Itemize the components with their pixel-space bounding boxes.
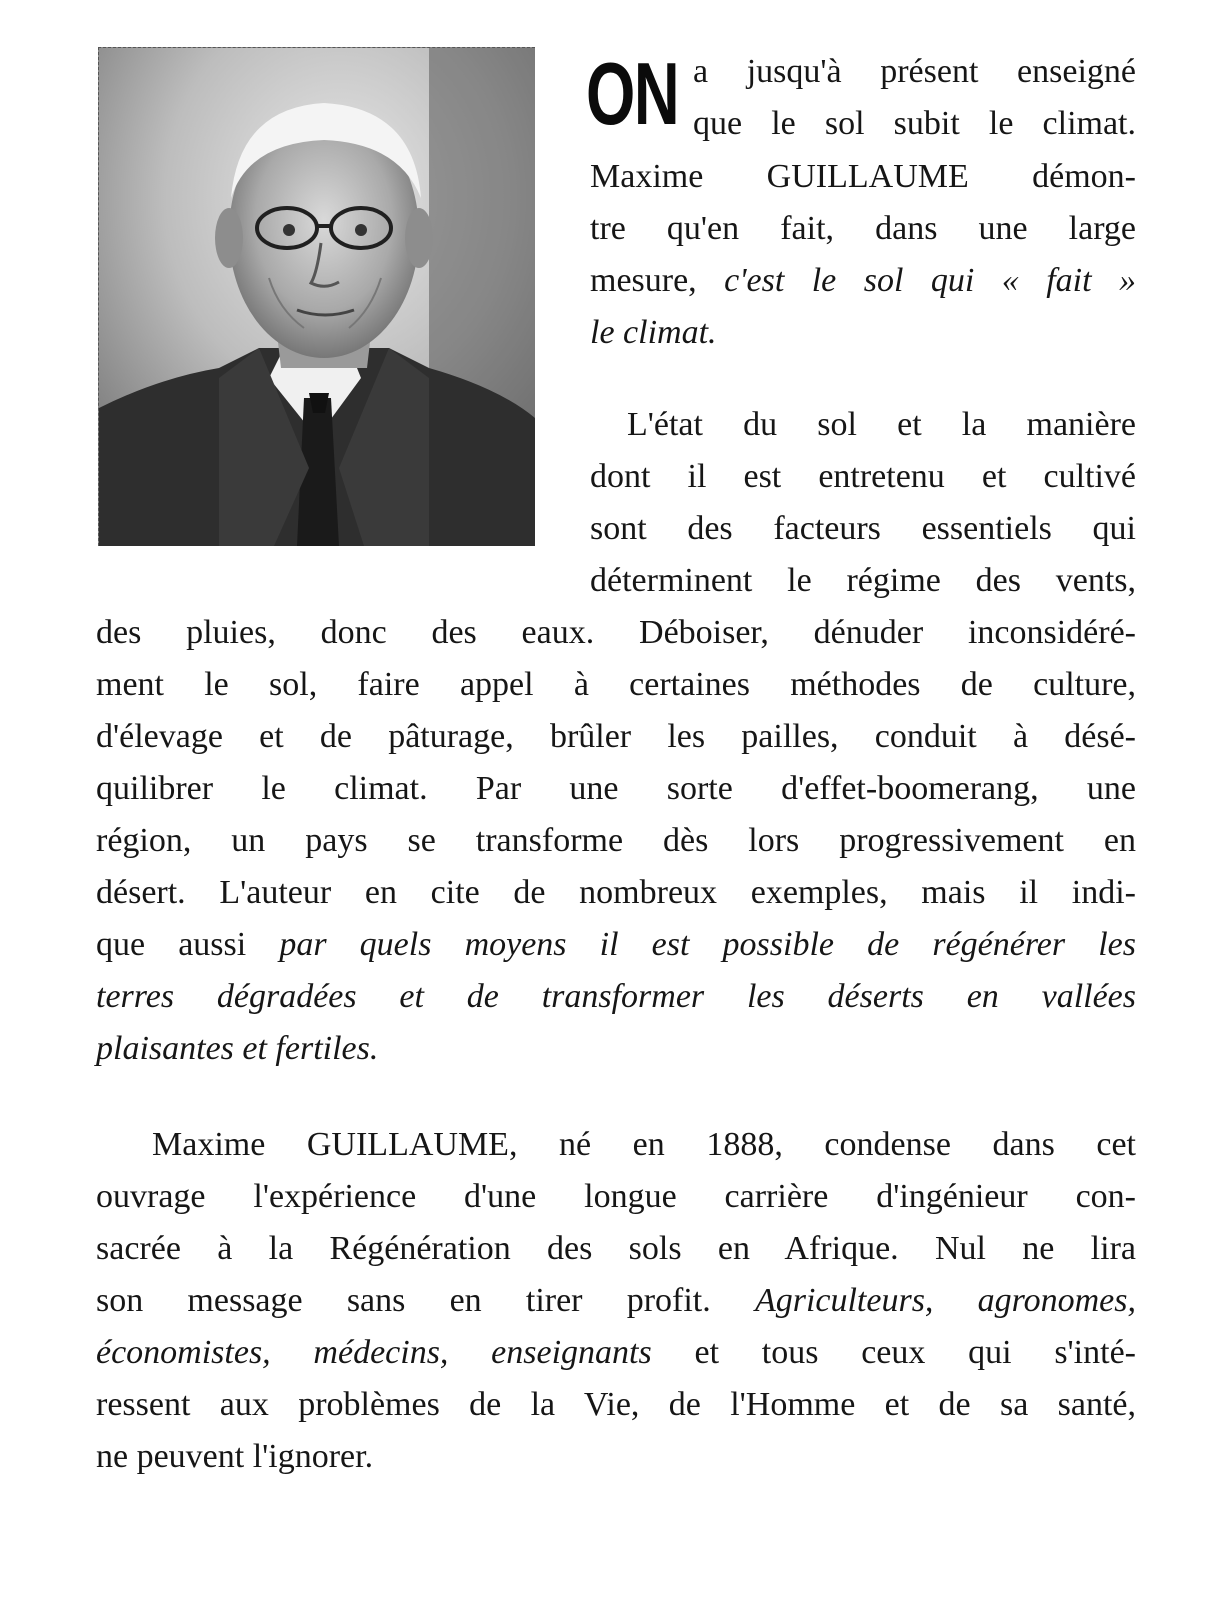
author-portrait-photo (98, 47, 535, 546)
para2-line-7: d'élevage et de pâturage, brûler les pailles, conduit à désé- (96, 718, 1136, 755)
intro-line-5-b: c'est le sol qui « fait » (724, 262, 1136, 299)
intro-line-5 (590, 264, 1136, 298)
para2-line-12: terres dégradées et de transformer les déserts en vallées (96, 978, 1136, 1015)
para2-line-13: plaisantes et fertiles. (96, 1030, 379, 1067)
para3-line-2: ouvrage l'expérience d'une longue carrière d'ingénieur con- (96, 1178, 1136, 1215)
para3-line-3: sacrée à la Régénération des sols en Afrique. Nul ne lira (96, 1230, 1136, 1267)
intro-line-5-a: mesure, (590, 262, 725, 299)
intro-line-6: le climat. (590, 314, 717, 351)
para3-line-5-b: et tous ceux qui s'inté- (651, 1334, 1136, 1371)
intro-line-3: Maxime GUILLAUME démon- (590, 158, 1136, 195)
intro-line-4: tre qu'en fait, dans une large (590, 210, 1136, 247)
para3-line-6: ressent aux problèmes de la Vie, de l'Homme et de sa santé, (96, 1386, 1136, 1423)
intro-line-2: que le sol subit le climat. (693, 105, 1136, 142)
para2-line-11-b: par quels moyens il est possible de régénérer les (279, 926, 1136, 963)
para2-line-11 (96, 928, 1136, 962)
portrait-photo-icon (99, 48, 535, 546)
para2-line-9: région, un pays se transforme dès lors progressivement en (96, 822, 1136, 859)
para2-line-5: des pluies, donc des eaux. Déboiser, dénuder inconsidéré- (96, 614, 1136, 651)
para3-line-4-a: son message sans en tirer profit. (96, 1282, 755, 1319)
para2-line-1: L'état du sol et la manière (627, 406, 1136, 443)
para3-line-5 (96, 1336, 1136, 1370)
para2-line-6: ment le sol, faire appel à certaines méthodes de culture, (96, 666, 1136, 703)
intro-line-1: a jusqu'à présent enseigné (693, 53, 1136, 90)
para2-line-3: sont des facteurs essentiels qui (590, 510, 1136, 547)
para3-line-5-a: économistes, médecins, enseignants (96, 1334, 652, 1371)
para3-line-7: ne peuvent l'ignorer. (96, 1438, 374, 1475)
para2-line-2: dont il est entretenu et cultivé (590, 458, 1136, 495)
para3-line-1: Maxime GUILLAUME, né en 1888, condense dans cet (152, 1126, 1136, 1163)
para3-line-4 (96, 1284, 1136, 1318)
para3-line-4-b: Agriculteurs, agronomes, (754, 1282, 1136, 1319)
para2-line-4: déterminent le régime des vents, (590, 562, 1136, 599)
drop-cap: ON (586, 44, 679, 143)
para2-line-10: désert. L'auteur en cite de nombreux exemples, mais il indi- (96, 874, 1136, 911)
para2-line-11-a: que aussi (96, 926, 280, 963)
para2-line-8: quilibrer le climat. Par une sorte d'effet-boomerang, une (96, 770, 1136, 807)
